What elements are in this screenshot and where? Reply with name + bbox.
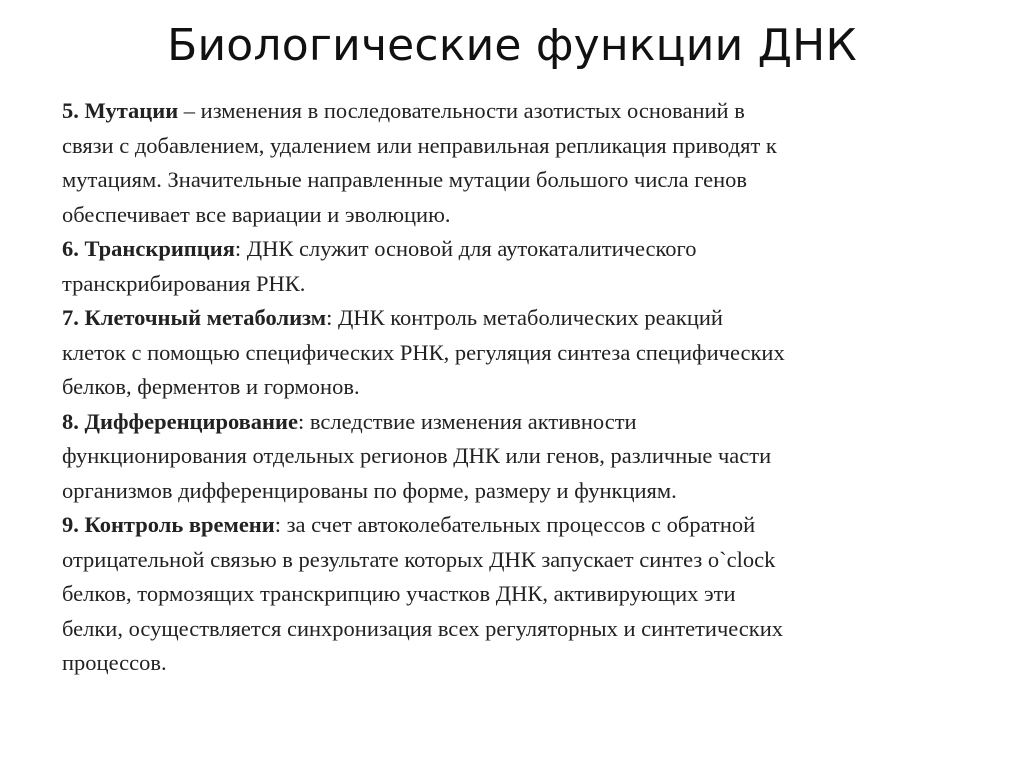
item-text: изменения в последовательности азотистых оснований в bbox=[195, 98, 745, 123]
item-line bbox=[62, 409, 637, 434]
item-text: мутациям. Значительные направленные мутации большого числа генов bbox=[62, 167, 748, 192]
item-text: функционирования отдельных регионов ДНК или генов, различные части bbox=[62, 443, 772, 468]
item-separator: : bbox=[297, 408, 305, 434]
item-text: связи с добавлением, удалением или неправильная репликация приводят к bbox=[62, 132, 777, 158]
item-text: белки, осуществляется синхронизация всех регуляторных и синтетических bbox=[62, 615, 784, 641]
list-item-mutations bbox=[62, 94, 982, 232]
item-text: отрицательной связью в результате которых ДНК запускает синтез o`clock bbox=[62, 546, 776, 572]
item-text: обеспечивает все вариации и эволюцию. bbox=[62, 201, 451, 227]
item-number: 7. bbox=[62, 305, 79, 330]
list-item-metabolism bbox=[62, 301, 982, 405]
item-number: 8. bbox=[62, 408, 79, 434]
item-text: клеток с помощью специфических РНК, регуляция синтеза специфических bbox=[62, 339, 785, 365]
item-number: 9. bbox=[62, 512, 79, 537]
item-term: Транскрипция bbox=[84, 236, 235, 261]
item-term: Дифференцирование bbox=[84, 408, 298, 434]
list-item-transcription bbox=[62, 232, 982, 301]
item-separator: : bbox=[274, 512, 282, 537]
item-line bbox=[62, 512, 755, 537]
item-text: транскрибирования РНК. bbox=[62, 270, 306, 296]
item-text: процессов. bbox=[62, 650, 167, 675]
item-number: 5. bbox=[62, 98, 79, 123]
item-text: белков, тормозящих транскрипцию участков ДНК, активирующих эти bbox=[62, 581, 736, 606]
slide-body bbox=[62, 94, 982, 681]
list-item-differentiation bbox=[62, 405, 982, 509]
item-text: вследствие изменения активности bbox=[304, 408, 637, 434]
item-text: ДНК служит основой для аутокаталитического bbox=[241, 236, 697, 261]
item-term: Клеточный метаболизм bbox=[84, 305, 327, 330]
item-line bbox=[62, 236, 696, 261]
list-item-time-control bbox=[62, 508, 982, 681]
item-text: за счет автоколебательных процессов с обратной bbox=[281, 512, 756, 537]
item-line bbox=[62, 98, 745, 123]
item-term: Контроль времени bbox=[84, 512, 275, 537]
item-separator: : bbox=[326, 305, 333, 330]
item-number: 6. bbox=[62, 236, 79, 261]
item-separator: – bbox=[178, 98, 196, 123]
item-text: белков, ферментов и гормонов. bbox=[62, 374, 360, 399]
item-separator: : bbox=[234, 236, 242, 261]
slide-title: Биологические функции ДНК bbox=[167, 20, 857, 71]
item-term: Мутации bbox=[84, 98, 179, 123]
item-text: организмов дифференцированы по форме, размеру и функциям. bbox=[62, 477, 677, 503]
item-line bbox=[62, 305, 723, 330]
item-text: ДНК контроль метаболических реакций bbox=[332, 305, 723, 330]
